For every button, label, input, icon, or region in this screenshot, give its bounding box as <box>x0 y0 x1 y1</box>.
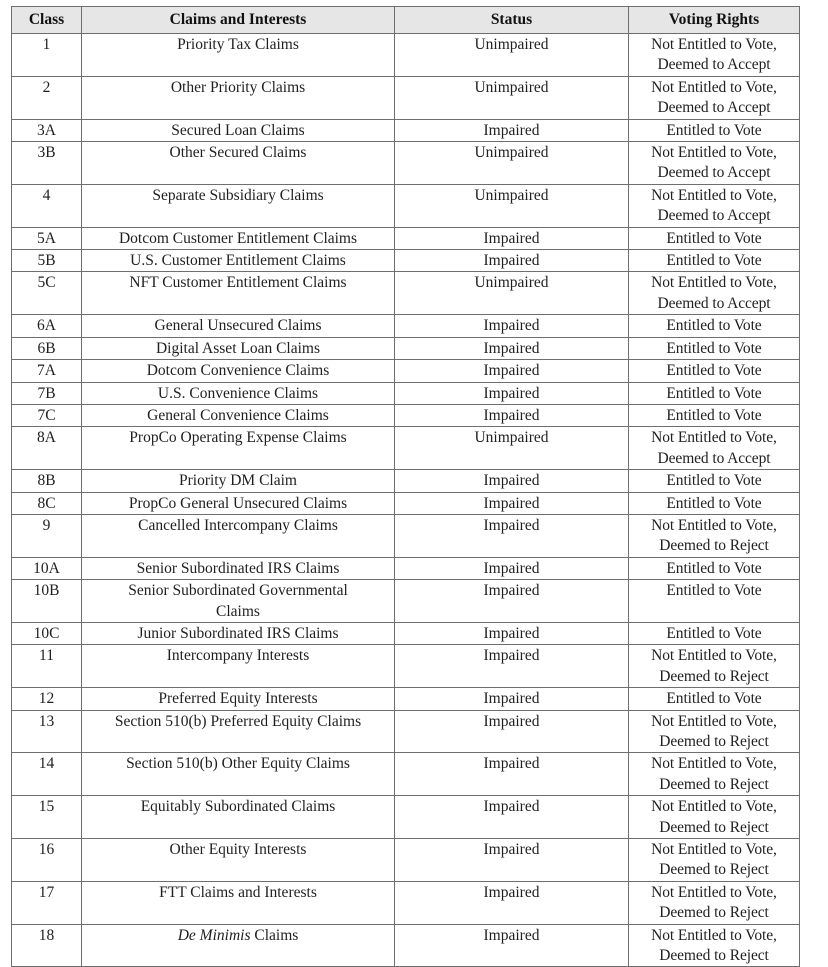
claims-cell: U.S. Customer Entitlement Claims <box>82 250 395 272</box>
class-cell: 17 <box>12 881 82 924</box>
voting-rights-cell: Entitled to Vote <box>629 492 800 514</box>
voting-line-2: Deemed to Reject <box>659 904 769 922</box>
claims-regular-part: Claims <box>250 926 299 944</box>
table-header-row <box>12 7 800 34</box>
voting-line-1: Not Entitled to Vote, <box>651 798 777 816</box>
voting-rights-cell: Entitled to Vote <box>629 315 800 337</box>
class-cell: 16 <box>12 839 82 882</box>
voting-rights-cell: Entitled to Vote <box>629 688 800 710</box>
claims-cell <box>82 924 395 967</box>
claims-italic-part: De Minimis <box>177 926 251 944</box>
class-cell: 6A <box>12 315 82 337</box>
class-cell: 8C <box>12 492 82 514</box>
voting-rights-cell <box>629 184 800 227</box>
voting-line-1: Not Entitled to Vote, <box>651 926 777 944</box>
claims-cell: Equitably Subordinated Claims <box>82 796 395 839</box>
class-cell: 2 <box>12 76 82 119</box>
header-status: Status <box>395 7 629 34</box>
status-cell: Unimpaired <box>395 272 629 315</box>
claims-cell: Separate Subsidiary Claims <box>82 184 395 227</box>
status-cell: Impaired <box>395 119 629 141</box>
voting-rights-cell <box>629 839 800 882</box>
claims-cell: PropCo General Unsecured Claims <box>82 492 395 514</box>
voting-rights-cell: Entitled to Vote <box>629 337 800 359</box>
claims-cell: General Unsecured Claims <box>82 315 395 337</box>
claims-cell: Other Secured Claims <box>82 142 395 185</box>
claims-cell: General Convenience Claims <box>82 404 395 426</box>
claims-cell: Priority Tax Claims <box>82 34 395 77</box>
class-cell: 5A <box>12 227 82 249</box>
table-row <box>12 839 800 882</box>
class-cell: 18 <box>12 924 82 967</box>
claims-cell: Senior Subordinated IRS Claims <box>82 557 395 579</box>
table-row <box>12 470 800 492</box>
table-row <box>12 492 800 514</box>
claims-cell: FTT Claims and Interests <box>82 881 395 924</box>
claims-cell: Junior Subordinated IRS Claims <box>82 622 395 644</box>
voting-line-1: Not Entitled to Vote, <box>651 144 777 162</box>
status-cell: Impaired <box>395 710 629 753</box>
table-row <box>12 710 800 753</box>
status-cell: Impaired <box>395 557 629 579</box>
class-cell: 1 <box>12 34 82 77</box>
voting-line-1: Not Entitled to Vote, <box>651 883 777 901</box>
claims-cell: Intercompany Interests <box>82 645 395 688</box>
claims-cell: Other Equity Interests <box>82 839 395 882</box>
table-row <box>12 315 800 337</box>
class-cell: 14 <box>12 753 82 796</box>
voting-rights-cell: Entitled to Vote <box>629 119 800 141</box>
voting-line-2: Deemed to Accept <box>657 164 771 182</box>
table-row <box>12 404 800 426</box>
table-row <box>12 645 800 688</box>
claims-cell: U.S. Convenience Claims <box>82 382 395 404</box>
voting-rights-cell: Entitled to Vote <box>629 557 800 579</box>
class-cell: 12 <box>12 688 82 710</box>
voting-rights-cell <box>629 753 800 796</box>
status-cell: Unimpaired <box>395 142 629 185</box>
voting-rights-cell <box>629 796 800 839</box>
voting-line-2: Deemed to Reject <box>659 775 769 793</box>
status-cell: Impaired <box>395 492 629 514</box>
voting-line-2: Deemed to Reject <box>659 861 769 879</box>
voting-rights-cell: Entitled to Vote <box>629 360 800 382</box>
voting-rights-cell <box>629 881 800 924</box>
status-cell: Impaired <box>395 924 629 967</box>
claims-cell: Section 510(b) Other Equity Claims <box>82 753 395 796</box>
class-cell: 5C <box>12 272 82 315</box>
table-row <box>12 688 800 710</box>
table-row <box>12 580 800 623</box>
status-cell: Unimpaired <box>395 427 629 470</box>
table-row <box>12 250 800 272</box>
voting-line-2: Deemed to Reject <box>659 818 769 836</box>
voting-rights-cell: Entitled to Vote <box>629 250 800 272</box>
voting-line-1: Not Entitled to Vote, <box>651 429 777 447</box>
claims-cell: Other Priority Claims <box>82 76 395 119</box>
header-voting-rights: Voting Rights <box>629 7 800 34</box>
claims-cell: Dotcom Customer Entitlement Claims <box>82 227 395 249</box>
class-cell: 4 <box>12 184 82 227</box>
voting-rights-cell <box>629 76 800 119</box>
class-cell: 3B <box>12 142 82 185</box>
table-row <box>12 382 800 404</box>
table-row <box>12 796 800 839</box>
class-cell: 13 <box>12 710 82 753</box>
voting-rights-cell: Entitled to Vote <box>629 622 800 644</box>
table-row <box>12 34 800 77</box>
table-row <box>12 557 800 579</box>
voting-line-1: Not Entitled to Vote, <box>651 36 777 53</box>
claims-cell <box>82 580 395 623</box>
voting-rights-cell <box>629 142 800 185</box>
voting-line-1: Not Entitled to Vote, <box>651 841 777 859</box>
table-row <box>12 924 800 967</box>
claims-cell: Secured Loan Claims <box>82 119 395 141</box>
status-cell: Impaired <box>395 470 629 492</box>
class-cell: 8B <box>12 470 82 492</box>
status-cell: Impaired <box>395 382 629 404</box>
status-cell: Impaired <box>395 881 629 924</box>
voting-rights-cell <box>629 427 800 470</box>
status-cell: Impaired <box>395 514 629 557</box>
voting-rights-cell: Entitled to Vote <box>629 227 800 249</box>
claims-cell: Section 510(b) Preferred Equity Claims <box>82 710 395 753</box>
header-claims-and-interests: Claims and Interests <box>82 7 395 34</box>
claims-cell: Priority DM Claim <box>82 470 395 492</box>
claims-line-1: Senior Subordinated Governmental <box>128 582 348 600</box>
status-cell: Impaired <box>395 753 629 796</box>
voting-rights-cell: Entitled to Vote <box>629 382 800 404</box>
status-cell: Impaired <box>395 337 629 359</box>
status-cell: Impaired <box>395 227 629 249</box>
voting-line-1: Not Entitled to Vote, <box>651 78 777 96</box>
table-row <box>12 427 800 470</box>
class-cell: 10C <box>12 622 82 644</box>
voting-line-1: Not Entitled to Vote, <box>651 274 777 292</box>
table-row <box>12 881 800 924</box>
voting-line-2: Deemed to Reject <box>659 733 769 750</box>
class-cell: 3A <box>12 119 82 141</box>
status-cell: Unimpaired <box>395 76 629 119</box>
voting-rights-cell: Entitled to Vote <box>629 404 800 426</box>
claims-line-2: Claims <box>216 602 260 620</box>
voting-line-2: Deemed to Accept <box>657 99 771 117</box>
class-cell: 7A <box>12 360 82 382</box>
claims-cell: NFT Customer Entitlement Claims <box>82 272 395 315</box>
class-cell: 9 <box>12 514 82 557</box>
class-cell: 6B <box>12 337 82 359</box>
voting-rights-cell <box>629 34 800 77</box>
status-cell: Impaired <box>395 839 629 882</box>
status-cell: Unimpaired <box>395 184 629 227</box>
table-row <box>12 272 800 315</box>
table-row <box>12 142 800 185</box>
status-cell: Impaired <box>395 580 629 623</box>
class-cell: 5B <box>12 250 82 272</box>
voting-line-2: Deemed to Accept <box>657 294 771 312</box>
status-cell: Impaired <box>395 622 629 644</box>
table-row <box>12 119 800 141</box>
voting-rights-cell: Entitled to Vote <box>629 580 800 623</box>
class-cell: 11 <box>12 645 82 688</box>
class-cell: 8A <box>12 427 82 470</box>
status-cell: Unimpaired <box>395 34 629 77</box>
claims-cell: Preferred Equity Interests <box>82 688 395 710</box>
status-cell: Impaired <box>395 796 629 839</box>
voting-line-1: Not Entitled to Vote, <box>651 516 777 534</box>
voting-rights-cell <box>629 272 800 315</box>
claims-cell: PropCo Operating Expense Claims <box>82 427 395 470</box>
header-class: Class <box>12 7 82 34</box>
claims-classification-table <box>11 6 800 967</box>
status-cell: Impaired <box>395 645 629 688</box>
class-cell: 10A <box>12 557 82 579</box>
class-cell: 7B <box>12 382 82 404</box>
class-cell: 10B <box>12 580 82 623</box>
voting-rights-cell <box>629 710 800 753</box>
table-row <box>12 360 800 382</box>
status-cell: Impaired <box>395 688 629 710</box>
table-row <box>12 514 800 557</box>
table-row <box>12 184 800 227</box>
voting-line-1: Not Entitled to Vote, <box>651 712 777 730</box>
table-row <box>12 753 800 796</box>
voting-rights-cell <box>629 924 800 967</box>
voting-rights-cell <box>629 514 800 557</box>
table-row <box>12 622 800 644</box>
claims-cell: Digital Asset Loan Claims <box>82 337 395 359</box>
voting-line-2: Deemed to Accept <box>657 56 771 74</box>
claims-cell: Cancelled Intercompany Claims <box>82 514 395 557</box>
table-row <box>12 337 800 359</box>
voting-line-2: Deemed to Reject <box>659 667 769 685</box>
voting-rights-cell: Entitled to Vote <box>629 470 800 492</box>
voting-rights-cell <box>629 645 800 688</box>
table-row <box>12 76 800 119</box>
status-cell: Impaired <box>395 315 629 337</box>
voting-line-1: Not Entitled to Vote, <box>651 647 777 665</box>
class-cell: 7C <box>12 404 82 426</box>
table-row <box>12 227 800 249</box>
voting-line-2: Deemed to Accept <box>657 449 771 467</box>
voting-line-1: Not Entitled to Vote, <box>651 755 777 773</box>
status-cell: Impaired <box>395 360 629 382</box>
voting-line-2: Deemed to Reject <box>659 537 769 555</box>
class-cell: 15 <box>12 796 82 839</box>
status-cell: Impaired <box>395 404 629 426</box>
voting-line-1: Not Entitled to Vote, <box>651 186 777 204</box>
status-cell: Impaired <box>395 250 629 272</box>
claims-cell: Dotcom Convenience Claims <box>82 360 395 382</box>
voting-line-2: Deemed to Reject <box>659 947 769 965</box>
voting-line-2: Deemed to Accept <box>657 207 771 225</box>
